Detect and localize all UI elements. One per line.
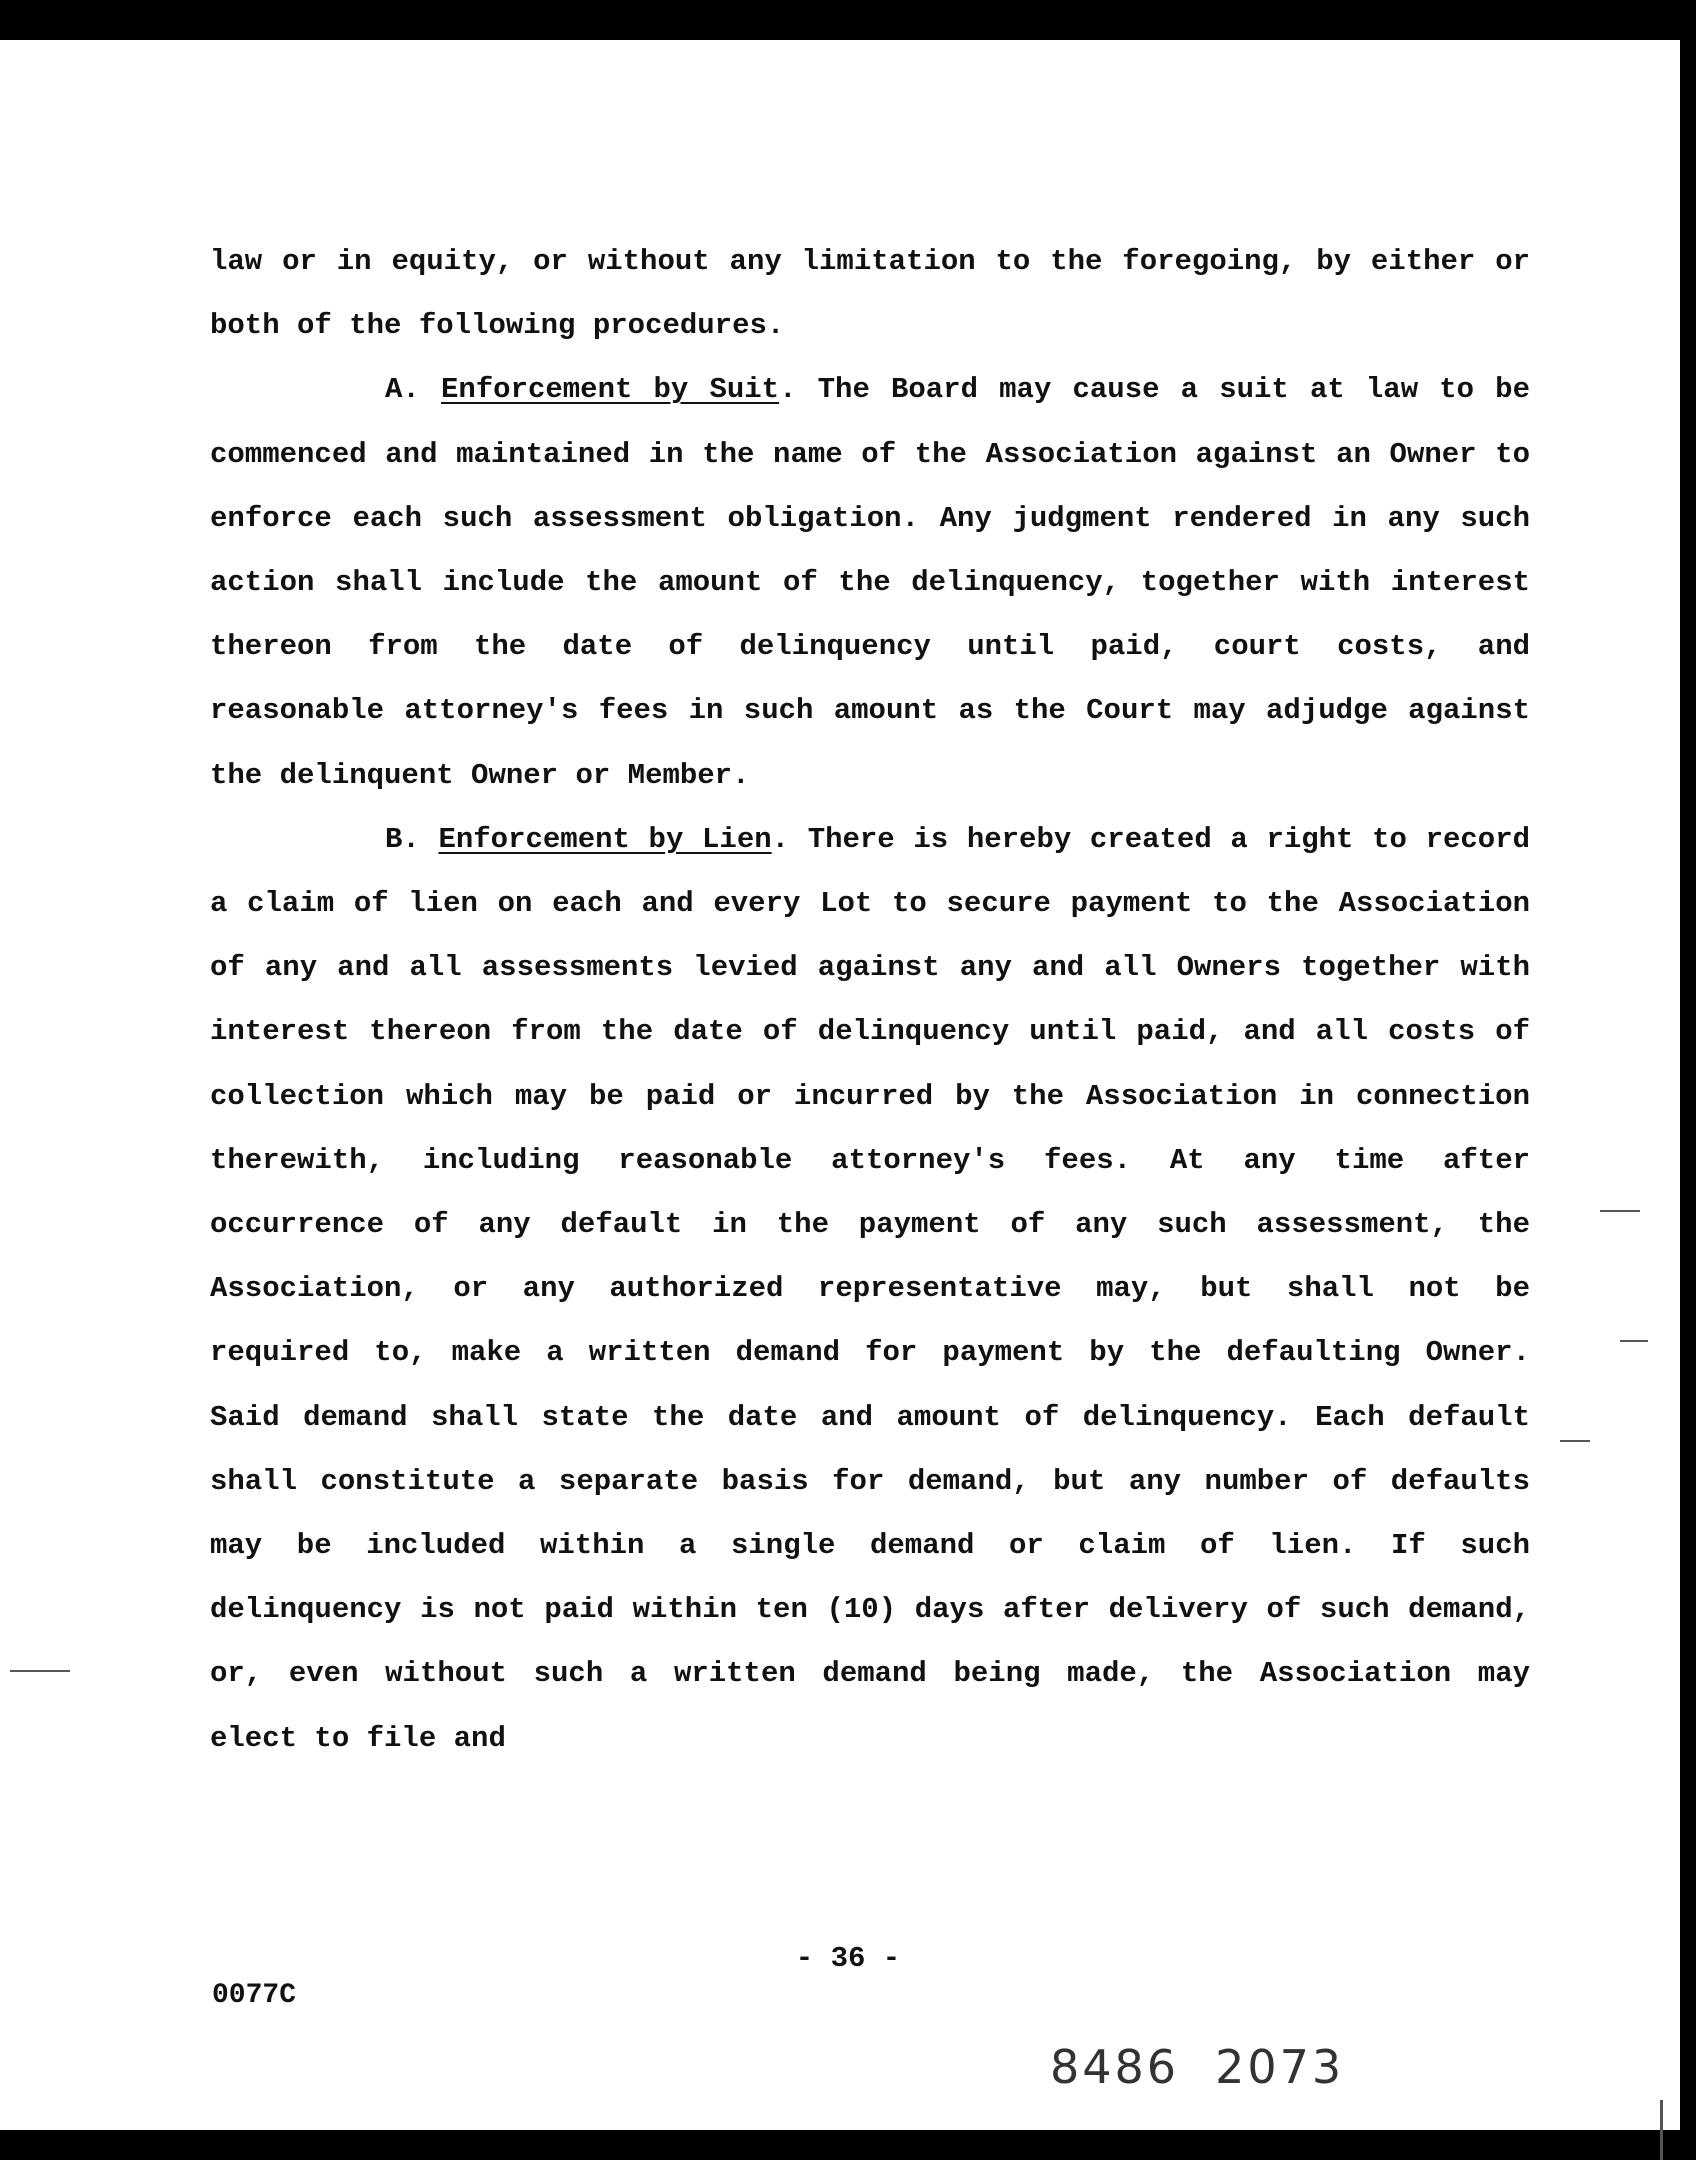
document-code: 0077C (212, 1980, 297, 2011)
paragraph-intro (210, 230, 1530, 358)
page-number: - 36 - (795, 1942, 901, 1975)
paragraph-enforcement-by-suit (210, 358, 1530, 807)
section-heading: Enforcement by Suit (440, 373, 780, 407)
paragraph-text: . The Board may cause a suit at law to be commenced and maintained in the name of the Association against an Owner to enforce each such assessment obligation. Any judgment rendered in any such action shall include the amount of the delinquency, together with interest thereon from the date of delinquency until paid, court costs, and reasonable attorney's fees in such amount as the Court may adjudge against the delinquent Owner or Member. (210, 373, 1530, 792)
paragraph-text: law or in equity, or without any limitation to the foregoing, by either or both of the following procedures. (210, 245, 1530, 343)
scan-speck (1560, 1440, 1590, 1442)
section-marker: A. (385, 373, 441, 407)
paragraph-enforcement-by-lien (210, 808, 1530, 1771)
scan-speck (10, 1670, 70, 1672)
section-heading: Enforcement by Lien (438, 822, 772, 856)
scan-speck (1600, 1210, 1640, 1212)
section-marker: B. (385, 822, 439, 856)
recording-stamp (1050, 2040, 1344, 2094)
scan-speck (1660, 2100, 1663, 2160)
stamp-page-number: 2073 (1215, 2040, 1345, 2094)
stamp-book-number: 8486 (1050, 2040, 1180, 2094)
document-page (0, 40, 1680, 2130)
scan-speck (1620, 1340, 1648, 1342)
paragraph-text: . There is hereby created a right to record a claim of lien on each and every Lot to secure payment to the Association of any and all assessments levied against any and all Owners together with interest thereon from the date of delinquency until paid, and all costs of collection which may be paid or incurred by the Association in connection therewith, including reasonable attorney's fees. At any time after occurrence of any default in the payment of any such assessment, the Association, or any authorized representative may, but shall not be required to, make a written demand for payment by the defaulting Owner. Said demand shall state the date and amount of delinquency. Each default shall constitute a separate basis for demand, but any number of defaults may be included within a single demand or claim of lien. If such delinquency is not paid within ten (10) days after delivery of such demand, or, even without such a written demand being made, the Association may elect to file and (210, 822, 1530, 1755)
document-body (210, 230, 1530, 1771)
